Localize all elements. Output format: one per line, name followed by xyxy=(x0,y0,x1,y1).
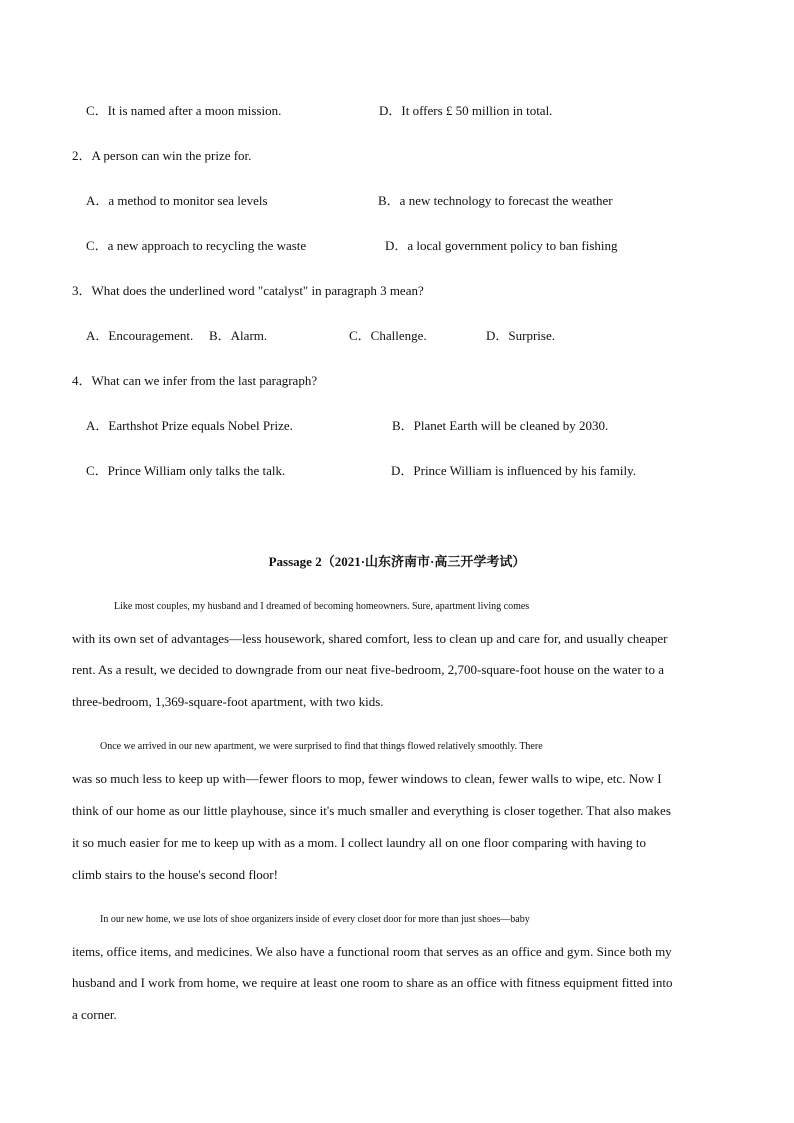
q2-option-c: C．a new approach to recycling the waste xyxy=(86,238,307,253)
passage-title: Passage 2（2021·山东济南市·高三开学考试） xyxy=(268,554,526,569)
q4-stem: 4．What can we infer from the last paragraph? xyxy=(72,373,318,388)
q2-stem: 2．A person can win the prize for. xyxy=(72,148,252,163)
q4-option-b: B．Planet Earth will be cleaned by 2030. xyxy=(392,418,609,433)
para2-line: climb stairs to the house's second floor! xyxy=(72,867,278,882)
q3-option-c: C．Challenge. xyxy=(349,328,427,343)
q3-option-a: A．Encouragement. xyxy=(86,328,194,343)
para3-line: husband and I work from home, we require at least one room to share as an office with fitness equipment fitted into xyxy=(72,975,673,990)
para1-line: three-bedroom, 1,369-square-foot apartment, with two kids. xyxy=(72,694,384,709)
para2-line: Once we arrived in our new apartment, we were surprised to find that things flowed relatively smoothly. There xyxy=(100,741,543,752)
q4-option-c: C．Prince William only talks the talk. xyxy=(86,463,286,478)
para2-line: think of our home as our little playhouse, since it's much smaller and everything is closer together. That also makes xyxy=(72,803,671,818)
q1-option-d: D．It offers £ 50 million in total. xyxy=(379,103,553,118)
para2-line: was so much less to keep up with—fewer floors to mop, fewer windows to clean, fewer walls to wipe, etc. Now I xyxy=(72,771,662,786)
para3-line: items, office items, and medicines. We also have a functional room that serves as an office and gym. Since both my xyxy=(72,944,672,959)
para3-line: In our new home, we use lots of shoe organizers inside of every closet door for more than just shoes—baby xyxy=(100,914,530,925)
q3-option-b: B．Alarm. xyxy=(209,328,268,343)
para1-line: Like most couples, my husband and I dreamed of becoming homeowners. Sure, apartment living comes xyxy=(114,601,530,612)
para3-line: a corner. xyxy=(72,1007,117,1022)
para2-line: it so much easier for me to keep up with as a mom. I collect laundry all on one floor comparing with having to xyxy=(72,835,647,850)
q2-option-b: B．a new technology to forecast the weather xyxy=(378,193,613,208)
q3-stem: 3．What does the underlined word "catalyst" in paragraph 3 mean? xyxy=(72,283,424,298)
q2-option-a: A．a method to monitor sea levels xyxy=(86,193,268,208)
q4-option-d: D．Prince William is influenced by his family. xyxy=(391,463,636,478)
para1-line: with its own set of advantages—less housework, shared comfort, less to clean up and care for, and usually cheaper xyxy=(72,631,668,646)
para1-line: rent. As a result, we decided to downgrade from our neat five-bedroom, 2,700-square-foot house on the water to a xyxy=(72,662,665,677)
q3-option-d: D．Surprise. xyxy=(486,328,555,343)
q4-option-a: A．Earthshot Prize equals Nobel Prize. xyxy=(86,418,293,433)
q1-option-c: C．It is named after a moon mission. xyxy=(86,103,282,118)
q2-option-d: D．a local government policy to ban fishing xyxy=(385,238,618,253)
